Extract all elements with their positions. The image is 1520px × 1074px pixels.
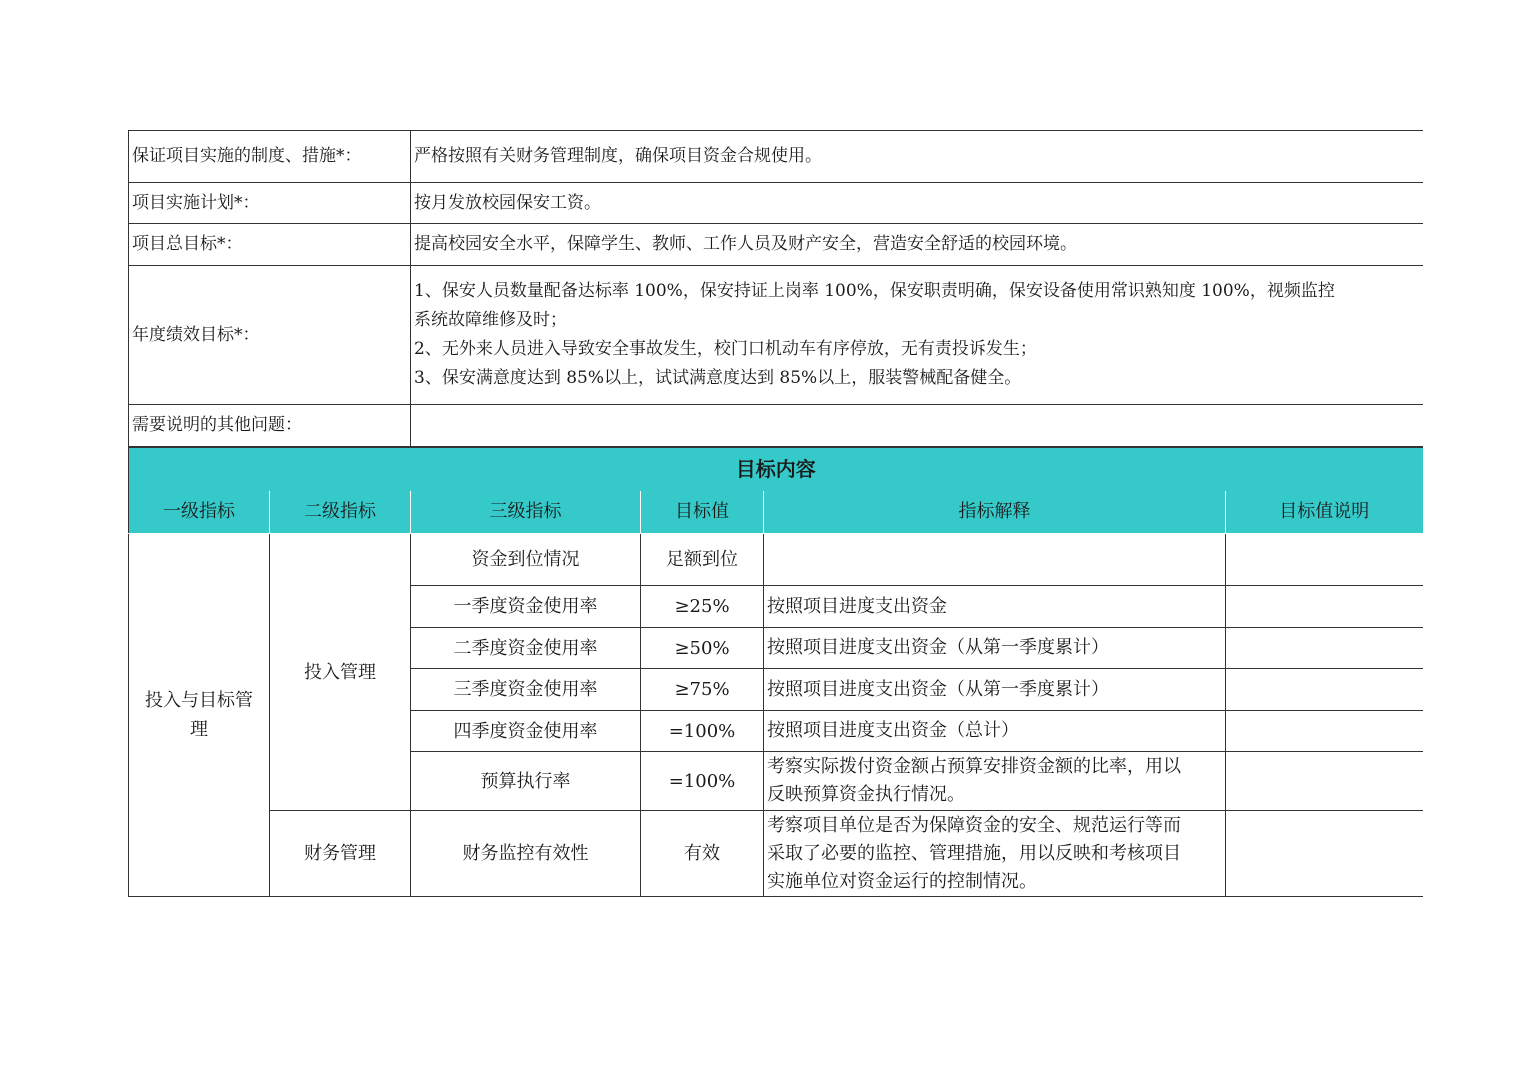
explanation-line: 实施单位对资金运行的控制情况。 [767,870,1037,892]
measures-value: 严格按照有关财务管理制度，确保项目资金合规使用。 [411,131,1423,183]
value-note-cell [1226,752,1423,811]
level2-cell: 投入管理 [270,534,411,811]
column-header-level2: 二级指标 [270,491,411,534]
level3-cell: 财务监控有效性 [411,811,641,897]
measures-label: 保证项目实施的制度、措施*： [129,131,411,183]
level3-cell: 四季度资金使用率 [411,711,641,752]
level3-cell: 二季度资金使用率 [411,628,641,669]
column-header-target-value: 目标值 [641,491,764,534]
target-column-headers [129,491,1423,534]
target-content-table [128,447,1423,897]
value-note-cell [1226,711,1423,752]
explanation-cell [764,752,1226,811]
annual-goal-line: 1、保安人员数量配备达标率 100%，保安持证上岗率 100%，保安职责明确，保安设备使用常识熟知度 100%，视频监控 [414,281,1335,301]
level1-label-line: 投入与目标管 [145,690,253,711]
target-value-cell: 有效 [641,811,764,897]
column-header-value-note: 目标值说明 [1226,491,1423,534]
level1-cell [129,534,270,897]
plan-label: 项目实施计划*： [129,183,411,224]
level3-cell: 一季度资金使用率 [411,586,641,628]
target-section-header [129,448,1423,491]
value-note-cell [1226,669,1423,711]
column-header-level3: 三级指标 [411,491,641,534]
value-note-cell [1226,586,1423,628]
level1-label-line: 理 [190,719,208,740]
other-issues-label: 需要说明的其他问题： [129,405,411,447]
explanation-cell: 按照项目进度支出资金（从第一季度累计） [764,669,1226,711]
level3-cell: 三季度资金使用率 [411,669,641,711]
target-value-cell: 足额到位 [641,534,764,586]
explanation-line: 考察项目单位是否为保障资金的安全、规范运行等而 [767,814,1181,836]
plan-value: 按月发放校园保安工资。 [411,183,1423,224]
overall-goal-label: 项目总目标*： [129,224,411,266]
overall-goal-value: 提高校园安全水平，保障学生、教师、工作人员及财产安全，营造安全舒适的校园环境。 [411,224,1423,266]
target-value-cell: =100% [641,752,764,811]
info-row-overall-goal [129,224,1423,266]
target-section-title: 目标内容 [129,448,1423,491]
level2-cell: 财务管理 [270,811,411,897]
column-header-explanation: 指标解释 [764,491,1226,534]
annual-goal-line: 3、保安满意度达到 85%以上，试试满意度达到 85%以上，服装警械配备健全。 [414,368,1022,388]
column-header-level1: 一级指标 [129,491,270,534]
table-row [129,811,1423,897]
explanation-line: 反映预算资金执行情况。 [767,784,965,805]
project-info-table [128,130,1423,447]
explanation-cell: 按照项目进度支出资金（从第一季度累计） [764,628,1226,669]
explanation-cell [764,534,1226,586]
explanation-cell [764,811,1226,897]
info-row-plan [129,183,1423,224]
info-row-other-issues [129,405,1423,447]
annual-goal-value [411,266,1423,405]
info-row-measures [129,131,1423,183]
target-value-cell: ≥75% [641,669,764,711]
explanation-line: 采取了必要的监控、管理措施，用以反映和考核项目 [767,842,1181,864]
table-row [129,534,1423,586]
annual-goal-line: 2、无外来人员进入导致安全事故发生，校门口机动车有序停放，无有责投诉发生； [414,339,1037,359]
target-value-cell: ≥50% [641,628,764,669]
explanation-line: 考察实际拨付资金额占预算安排资金额的比率，用以 [767,756,1181,777]
performance-target-form [128,130,1422,897]
explanation-cell: 按照项目进度支出资金（总计） [764,711,1226,752]
target-value-cell: =100% [641,711,764,752]
annual-goal-label: 年度绩效目标*： [129,266,411,405]
info-row-annual-goal [129,266,1423,405]
level3-cell: 预算执行率 [411,752,641,811]
target-value-cell: ≥25% [641,586,764,628]
other-issues-value [411,405,1423,447]
level3-cell: 资金到位情况 [411,534,641,586]
value-note-cell [1226,811,1423,897]
annual-goal-line: 系统故障维修及时； [414,310,567,330]
value-note-cell [1226,534,1423,586]
value-note-cell [1226,628,1423,669]
explanation-cell: 按照项目进度支出资金 [764,586,1226,628]
